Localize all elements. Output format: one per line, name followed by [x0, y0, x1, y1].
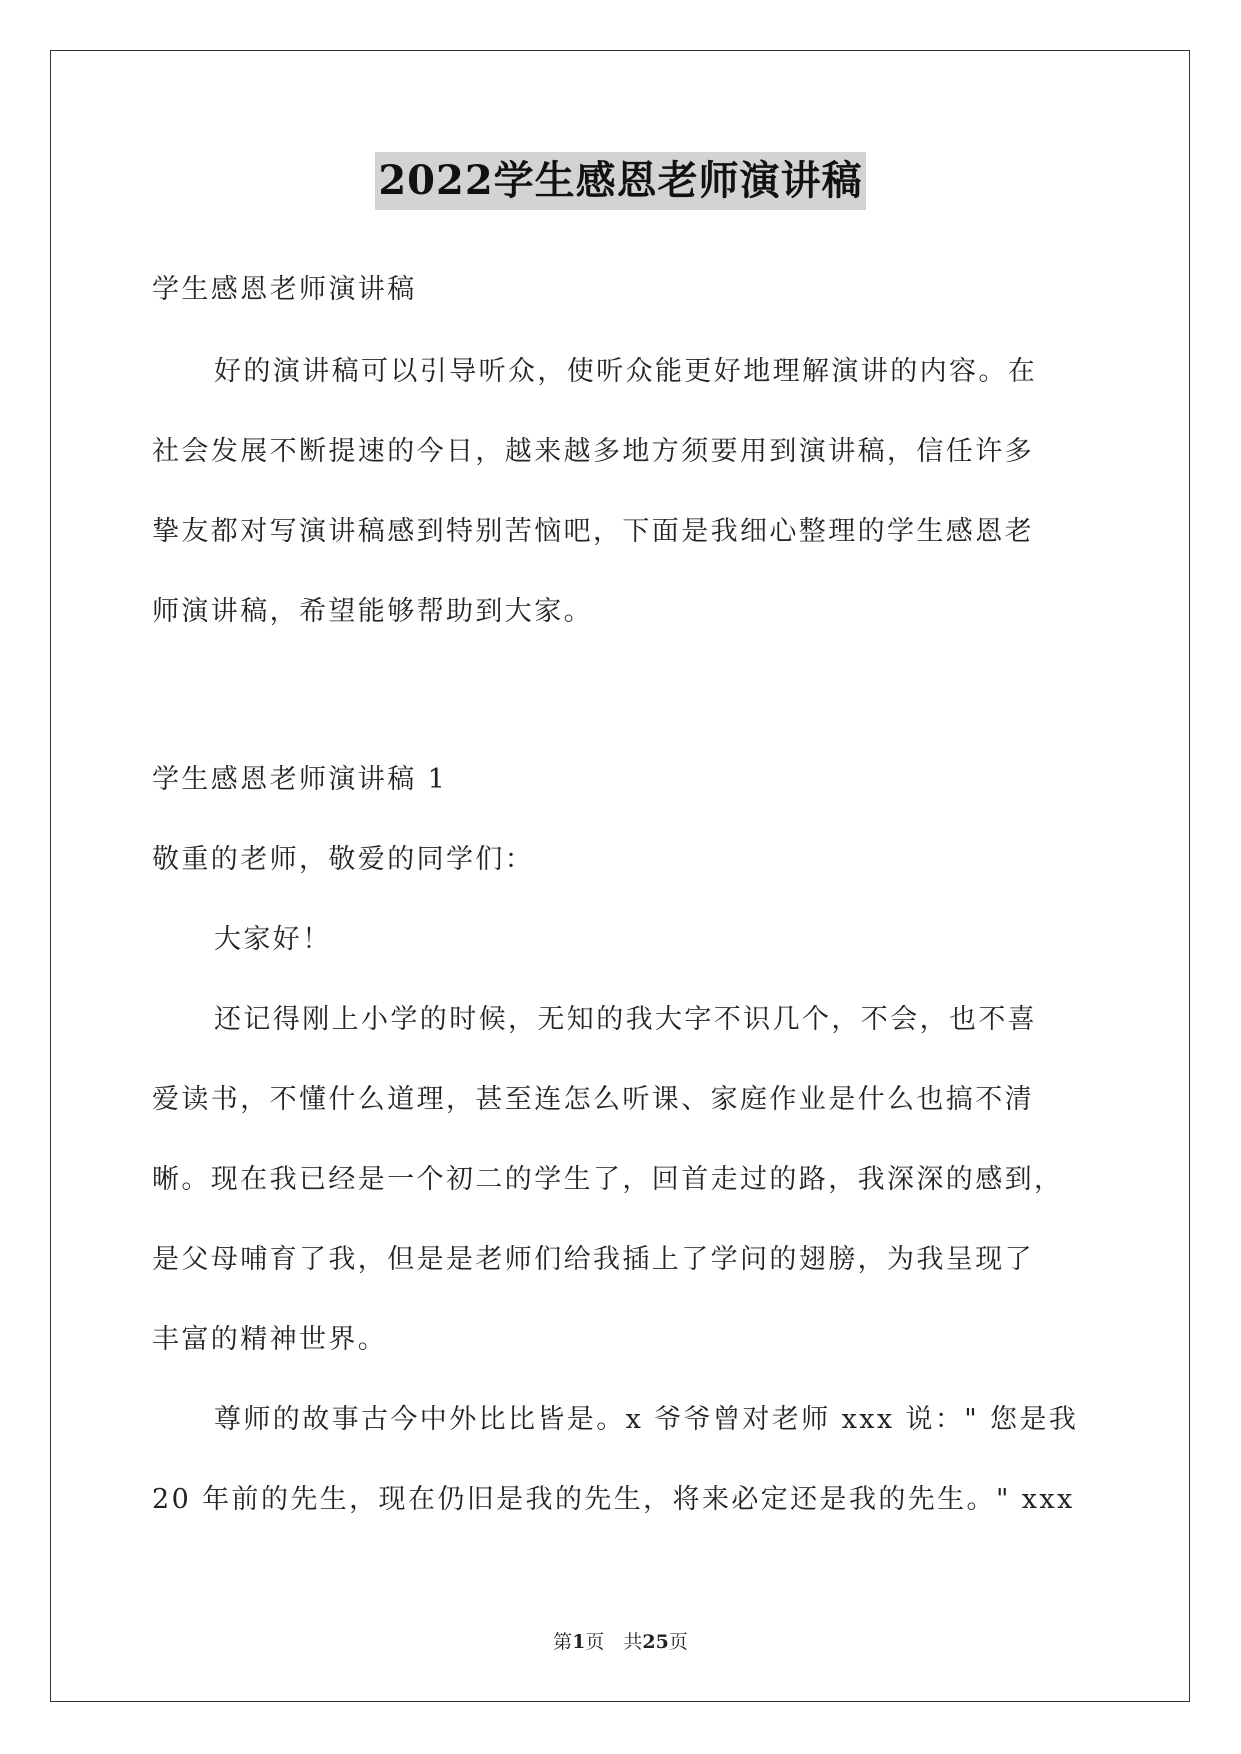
footer-page-mid: 页 共: [585, 1631, 643, 1653]
paragraph-line: 师演讲稿，希望能够帮助到大家。: [152, 596, 593, 627]
footer-page-suffix: 页: [668, 1631, 688, 1653]
footer-page-current: 1: [572, 1631, 586, 1653]
paragraph-line: 社会发展不断提速的今日，越来越多地方须要用到演讲稿，信任许多: [152, 436, 1034, 467]
paragraph-line: 丰富的精神世界。: [152, 1324, 388, 1355]
salutation: 敬重的老师，敬爱的同学们：: [152, 844, 535, 875]
footer-page-total: 25: [642, 1631, 669, 1653]
paragraph-line: 挚友都对写演讲稿感到特别苦恼吧，下面是我细心整理的学生感恩老: [152, 516, 1034, 547]
document-title: 2022学生感恩老师演讲稿: [375, 152, 865, 210]
paragraph-line: 是父母哺育了我，但是是老师们给我插上了学问的翅膀，为我呈现了: [152, 1244, 1034, 1275]
paragraph-line: 好的演讲稿可以引导听众，使听众能更好地理解演讲的内容。在: [214, 356, 1038, 387]
footer-page-prefix: 第: [553, 1631, 573, 1653]
title-container: [0, 152, 1241, 210]
paragraph-line: 还记得刚上小学的时候，无知的我大字不识几个，不会，也不喜: [214, 1004, 1038, 1035]
section-heading: 学生感恩老师演讲稿 1: [152, 764, 448, 795]
paragraph-line: 20 年前的先生，现在仍旧是我的先生，将来必定还是我的先生。" xxx: [152, 1484, 1075, 1515]
paragraph-line: 爱读书，不懂什么道理，甚至连怎么听课、家庭作业是什么也搞不清: [152, 1084, 1034, 1115]
greeting: 大家好！: [214, 924, 332, 955]
section-heading: 学生感恩老师演讲稿: [152, 274, 417, 305]
paragraph-line: 尊师的故事古今中外比比皆是。x 爷爷曾对老师 xxx 说：" 您是我: [214, 1404, 1079, 1435]
page-footer: [0, 1628, 1241, 1656]
paragraph-line: 晰。现在我已经是一个初二的学生了，回首走过的路，我深深的感到，: [152, 1164, 1064, 1195]
